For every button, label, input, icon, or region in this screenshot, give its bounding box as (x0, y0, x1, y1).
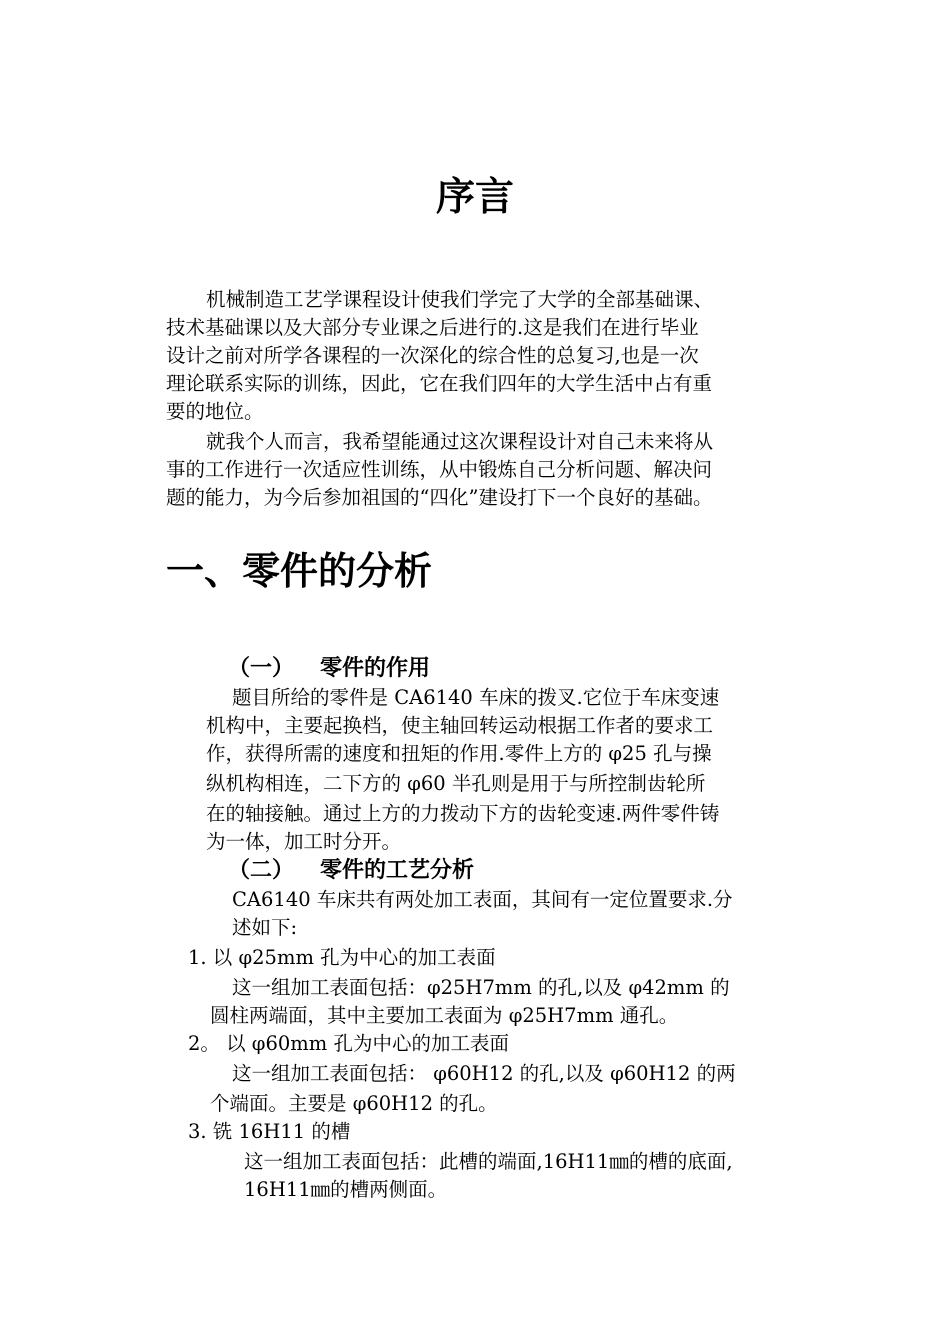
sec2-line-2: 述如下: (232, 916, 298, 939)
item-1-line-1: 这一组加工表面包括：φ25H7mm 的孔,以及 φ42mm 的 (232, 976, 730, 999)
item-1-line-2: 圆柱两端面，其中主要加工表面为 φ25H7mm 通孔。 (210, 1004, 679, 1027)
sec1-line-5: 在的轴接触。通过上方的力拨动下方的齿轮变速.两件零件铸 (206, 802, 720, 825)
sec2-line-1: CA6140 车床共有两处加工表面，其间有一定位置要求.分 (232, 888, 733, 911)
section-heading-2 (228, 856, 474, 886)
chapter-title: 一、零件的分析 (166, 549, 433, 593)
preface-p2-line-1: 就我个人而言，我希望能通过这次课程设计对自己未来将从 (206, 430, 714, 453)
preface-p2-line-2: 事的工作进行一次适应性训练，从中锻炼自己分析问题、解决问 (166, 458, 713, 481)
section-number: （一） (228, 656, 295, 681)
item-2-line-1: 这一组加工表面包括： φ60H12 的孔,以及 φ60H12 的两 (232, 1062, 736, 1085)
item-3-line-1: 这一组加工表面包括：此槽的端面,16H11㎜的槽的底面, (244, 1150, 733, 1173)
preface-title: 序言 (435, 175, 514, 220)
sec1-line-3: 作，获得所需的速度和扭矩的作用.零件上方的 φ25 孔与操 (206, 742, 712, 765)
item-2-line-2: 个端面。主要是 φ60H12 的孔。 (210, 1092, 498, 1115)
sec1-line-4: 纵机构相连，二下方的 φ60 半孔则是用于与所控制齿轮所 (206, 772, 706, 795)
sec1-line-1: 题目所给的零件是 CA6140 车床的拨叉.它位于车床变速 (232, 686, 720, 709)
preface-p1-line-1: 机械制造工艺学课程设计使我们学完了大学的全部基础课、 (206, 288, 714, 311)
section-number: （二） (228, 858, 295, 883)
preface-p1-line-5: 要的地位。 (166, 400, 264, 423)
section-title: 零件的工艺分析 (320, 858, 475, 883)
preface-p1-line-4: 理论联系实际的训练，因此，它在我们四年的大学生活中占有重 (166, 372, 713, 395)
preface-p1-line-3: 设计之前对所学各课程的一次深化的综合性的总复习,也是一次 (166, 344, 699, 367)
sec1-line-6: 为一体，加工时分开。 (206, 830, 402, 853)
section-title: 零件的作用 (320, 656, 431, 681)
item-2-heading: 2。 以 φ60mm 孔为中心的加工表面 (188, 1032, 509, 1055)
preface-p1-line-2: 技术基础课以及大部分专业课之后进行的.这是我们在进行毕业 (166, 316, 699, 339)
section-heading-1 (228, 654, 430, 684)
preface-p2-line-3: 题的能力，为今后参加祖国的“四化”建设打下一个良好的基础。 (166, 486, 713, 509)
item-3-line-2: 16H11㎜的槽两侧面。 (244, 1178, 448, 1201)
item-1-heading: 1. 以 φ25mm 孔为中心的加工表面 (188, 946, 496, 969)
sec1-line-2: 机构中，主要起换档，使主轴回转运动根据工作者的要求工 (206, 714, 714, 737)
item-3-heading: 3. 铣 16H11 的槽 (188, 1120, 351, 1143)
